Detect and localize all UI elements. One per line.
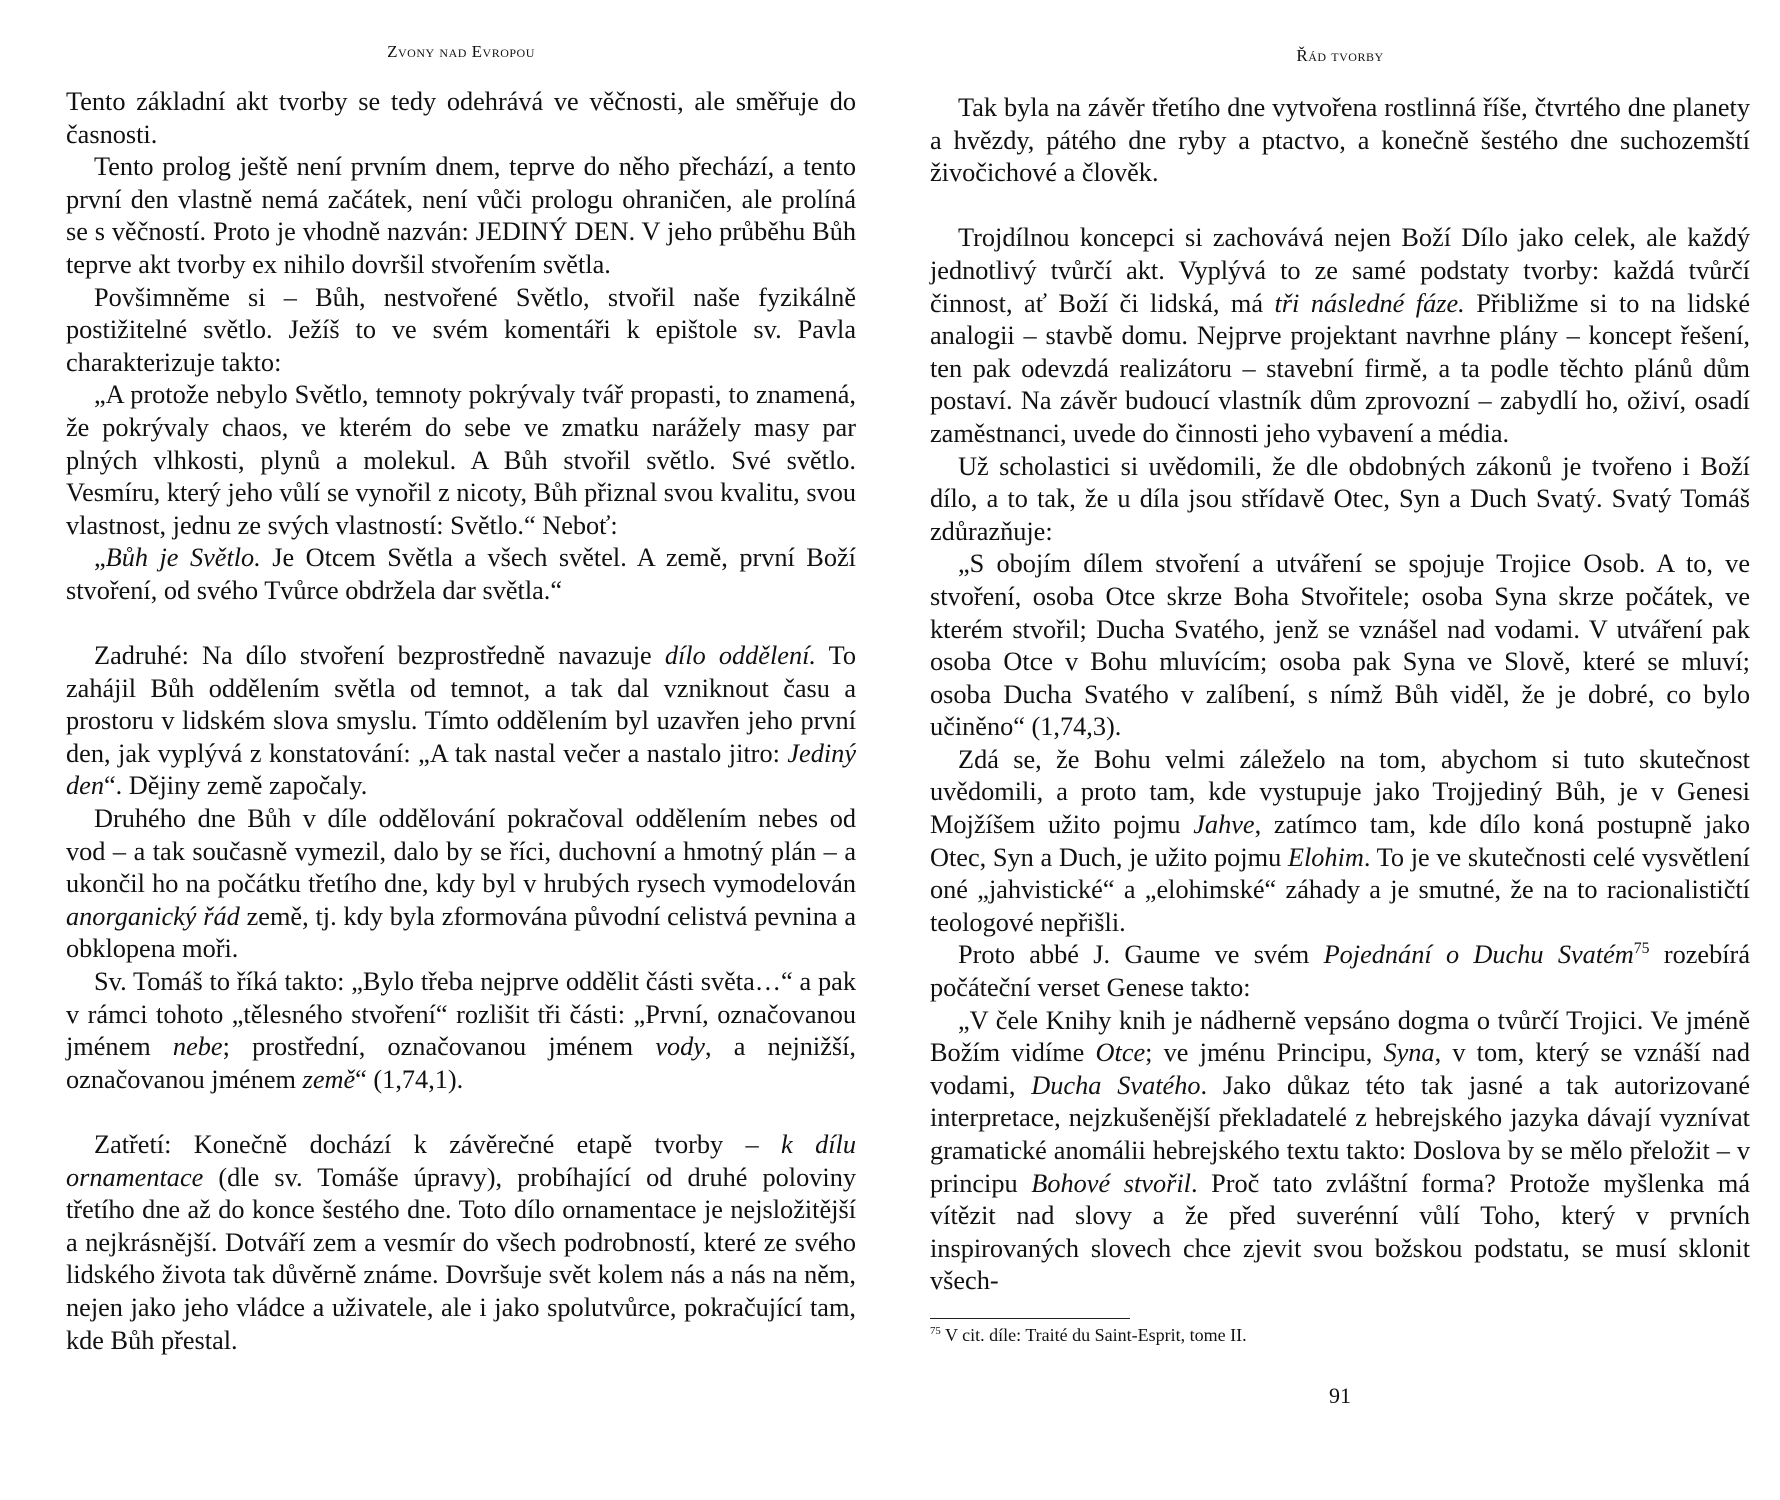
paragraph: „S obojím dílem stvoření a utváření se spojuje Trojice Osob. A to, ve stvoření, osoba Otce skrze Boha Stvořitele; osoba Syna skrze počátek, ve kterém stvořil; Ducha Svatého, jenž se vznášel nad vodami. V utváření pak osoba Otce v Bohu mluvícím; osoba pak Syna ve Slově, které se mluví; osoba Ducha Svatého v zalíbení, s nímž Bůh viděl, že je dobré, co bylo učiněno“ (1,74,3).: [930, 549, 1750, 742]
footnote-text: V cit. díle: Traité du Saint-Esprit, tome II.: [944, 1324, 1247, 1345]
footnote-rule: [930, 1318, 1130, 1319]
left-body-text: [66, 86, 856, 1357]
running-head-left: Zvony nad Evropou: [387, 42, 535, 61]
paragraph: Tak byla na závěr třetího dne vytvořena rostlinná říše, čtvrtého dne planety a hvězdy, pátého dne ryby a ptactvo, a konečně šestého dne suchozemští živočichové a člověk.: [930, 93, 1750, 188]
paragraph: Tento prolog ještě není prvním dnem, teprve do něho přechází, a tento první den vlastně nemá začátek, není vůči prologu ohraničen, ale prolíná se s věčností. Proto je vhodně nazván: JEDINÝ DEN. V jeho průběhu Bůh teprve akt tvorby ex nihilo dovršil stvořením světla.: [66, 152, 856, 279]
paragraph: „V čele Knihy knih je nádherně vepsáno dogma o tvůrčí Trojici. Ve jméně Božím vidíme Otce; ve jménu Principu, Syna, v tom, který se vznáší nad vodami, Ducha Svatého. Jako důkaz této tak jasné a tak autorizované interpretace, nejzkušenější překladatelé z hebrejského jazyka dávají vyznívat gramatické anomálii hebrejského textu takto: Doslova by se mělo přeložit – v principu Bohové stvořil. Proč tato zvláštní forma? Protože myšlenka má vítězit nad slovy a že před suverénní vůlí Toho, který v prvních inspirovaných slovech chce zjevit svou božskou podstatu, se musí sklonit všech-: [930, 1005, 1750, 1296]
paragraph: „Bůh je Světlo. Je Otcem Světla a všech světel. A země, první Boží stvoření, od svého Tvůrce obdržela dar světla.“: [66, 543, 856, 605]
left-page: [66, 0, 856, 1357]
paragraph: Druhého dne Bůh v díle oddělování pokračoval oddělením nebes od vod – a tak současně vymezil, dalo by se říci, duchovní a hmotný plán – a ukončil ho na počátku třetího dne, kdy byl v hrubých rysech vymodelován anorganický řád země, tj. kdy byla zformována původní celistvá pevnina a obklopena moři.: [66, 804, 857, 964]
footnote-mark: 75: [930, 1324, 941, 1337]
paragraph: Zdá se, že Bohu velmi záleželo na tom, abychom si tuto skutečnost uvědomili, a proto tam, kde vystupuje jako Trojjediný Bůh, je v Genesi Mojžíšem užito pojmu Jahve, zatímco tam, kde dílo koná postupně jako Otec, Syn a Duch, je užito pojmu Elohim. To je ve skutečnosti celé vysvětlení oné „jahvistické“ a „elohimské“ záhady a je smutné, že na to racionalističtí teologové nepřišli.: [930, 744, 1750, 937]
paragraph: Trojdílnou koncepci si zachovává nejen Boží Dílo jako celek, ale každý jednotlivý tvůrčí akt. Vyplývá to ze samé podstaty tvorby: každá tvůrčí činnost, ať Boží či lidská, má tři následné fáze. Přibližme si to na lidské analogii – stavbě domu. Nejprve projektant navrhne plány – koncept řešení, ten pak odevzdá realizátoru – stavební firmě, a ta podle těchto plánů dům postaví. Na závěr budoucí vlastník dům zprovozní – zabydlí ho, oživí, osadí zaměstnanci, uvede do činnosti jeho vybavení a média.: [930, 223, 1750, 448]
paragraph: „A protože nebylo Světlo, temnoty pokrývaly tvář propasti, to znamená, že pokrývaly chaos, ve kterém do sebe ve zmatku narážely masy par plných vlhkosti, plynů a molekul. A Bůh stvořil světlo. Své světlo. Vesmíru, který jeho vůlí se vynořil z nicoty, Bůh přiznal svou kvalitu, svou vlastnost, jednu ze svých vlastností: Světlo.“ Neboť:: [66, 380, 856, 540]
running-head-right: Řád tvorby: [1296, 46, 1384, 65]
paragraph: Tento základní akt tvorby se tedy odehrává ve věčnosti, ale směřuje do časnosti.: [66, 87, 856, 149]
paragraph: Povšimněme si – Bůh, nestvořené Světlo, stvořil naše fyzikálně postižitelné světlo. Ježíš to ve svém komentáři k epištole sv. Pavla charakterizuje takto:: [66, 282, 856, 377]
footnote: [930, 1323, 1750, 1347]
right-page: [930, 0, 1750, 1409]
paragraph: Zatřetí: Konečně dochází k závěrečné etapě tvorby – k dílu ornamentace (dle sv. Tomáše úpravy), probíhající od druhé poloviny třetího dne až do konce šestého dne. Toto dílo ornamentace je nejsložitější a nejkrásnější. Dotváří zem a vesmír do všech podrobností, které ze svého lidského života tak důvěrně známe. Dovršuje svět kolem nás a nás na něm, nejen jako jeho vládce a uživatele, ale i jako spolutvůrce, pokračující tam, kde Bůh přestal.: [66, 1130, 856, 1355]
paragraph: Už scholastici si uvědomili, že dle obdobných zákonů je tvořeno i Boží dílo, a to tak, že u díla jsou střídavě Otec, Syn a Duch Svatý. Svatý Tomáš zdůrazňuje:: [930, 451, 1750, 546]
paragraph: Zadruhé: Na dílo stvoření bezprostředně navazuje dílo oddělení. To zahájil Bůh oddělením světla od temnot, a tak dal vzniknout času a prostoru v lidském slova smyslu. Tímto oddělením byl uzavřen jeho první den, jak vyplývá z konstatování: „A tak nastal večer a nastalo jitro: Jediný den“. Dějiny země započaly.: [66, 641, 856, 801]
right-body-text: [930, 92, 1750, 1298]
paragraph: Proto abbé J. Gaume ve svém Pojednání o Duchu Svatém$^{75}$ rozebírá počáteční verset Genese takto:: [930, 940, 1750, 1003]
page-number: 91: [1329, 1382, 1351, 1408]
paragraph: Sv. Tomáš to říká takto: „Bylo třeba nejprve oddělit části světa…“ a pak v rámci tohoto „tělesného stvoření“ rozlišit tři části: „První, označovanou jménem nebe; prostřední, označovanou jménem vody, a nejnižší, označovanou jménem země“ (1,74,1).: [66, 967, 856, 1094]
